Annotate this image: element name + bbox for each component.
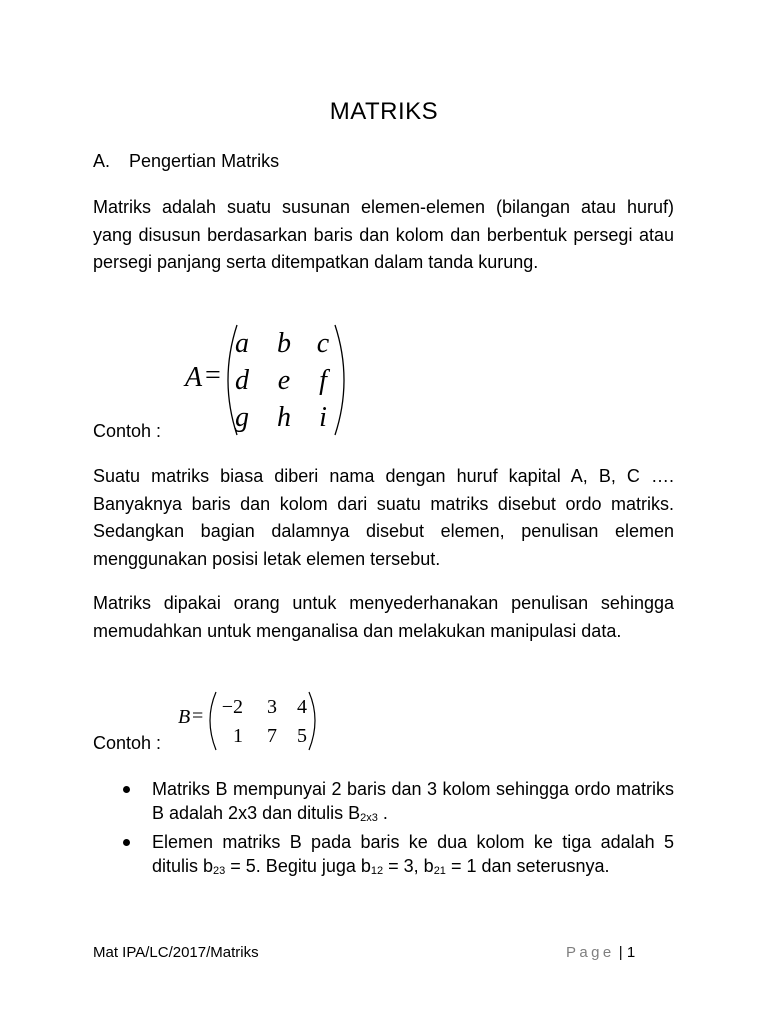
- matrix-a-cell: e: [277, 365, 291, 396]
- matrix-b-name: B: [178, 706, 191, 728]
- section-label: Pengertian Matriks: [129, 151, 280, 171]
- subscript: 12: [370, 865, 384, 877]
- subscript: 2x3: [360, 812, 378, 824]
- section-heading: [93, 151, 279, 172]
- paragraph-usage: Matriks dipakai orang untuk menyederhanakan penulisan sehingga memudahkan untuk menganalisa dan melakukan manipulasi data.: [93, 593, 674, 641]
- matrix-a-cell: h: [277, 402, 291, 433]
- footer-document-path: Mat IPA/LC/2017/Matriks: [93, 944, 259, 961]
- matrix-a-name: A: [185, 362, 203, 393]
- bullet-text: .: [377, 803, 388, 823]
- matrix-b-cell: 1: [233, 725, 243, 747]
- matrix-b-cell: 4: [297, 696, 307, 718]
- matrix-b-cell: −2: [221, 696, 243, 718]
- footer-page-number: [566, 944, 635, 961]
- page-label: Page: [566, 944, 615, 961]
- bullet-text: = 5. Begitu juga b: [225, 856, 371, 876]
- subscript: 23: [213, 865, 226, 877]
- matrix-b-cell: 5: [297, 725, 307, 747]
- matrix-a-cell: f: [319, 365, 327, 396]
- matrix-a-cell: i: [319, 402, 327, 433]
- matrix-a: [185, 322, 345, 438]
- example-label-a: Contoh :: [93, 421, 162, 441]
- matrix-b-cell: 7: [267, 725, 277, 747]
- matrix-b-cell: 3: [267, 696, 277, 718]
- page-number: 1: [626, 944, 636, 961]
- list-item: [93, 830, 674, 878]
- page-title: MATRIKS: [329, 98, 439, 125]
- subscript: 21: [433, 865, 446, 877]
- bullet-text: Matriks B mempunyai 2 baris dan 3 kolom sehingga ordo matriks B adalah 2x3 dan ditulis B: [152, 779, 674, 823]
- matrix-b: [178, 690, 318, 754]
- matrix-a-cell: b: [277, 328, 291, 359]
- bullet-list: [93, 777, 674, 883]
- paragraph-definition: Matriks adalah suatu susunan elemen-elemen (bilangan atau huruf) yang disusun berdasarkan baris dan kolom dan berbentuk persegi atau persegi panjang serta ditempatkan dalam tanda kurung.: [93, 197, 674, 272]
- matrix-a-cell: c: [316, 328, 330, 359]
- bullet-text: = 3, b: [383, 856, 434, 876]
- example-label-b: Contoh :: [93, 733, 162, 753]
- matrix-b-equals: =: [192, 705, 204, 727]
- matrix-a-equals: =: [205, 360, 221, 391]
- page-separator: |: [614, 944, 627, 961]
- bullet-icon: [123, 839, 130, 846]
- matrix-a-cell: d: [235, 365, 249, 396]
- matrix-a-cell: a: [235, 328, 249, 359]
- bullet-text: = 1 dan seterusnya.: [445, 856, 610, 876]
- bullet-text: Elemen matriks B pada baris ke dua kolom ke tiga adalah 5 ditulis b: [152, 832, 674, 876]
- paragraph-naming: Suatu matriks biasa diberi nama dengan huruf kapital A, B, C …. Banyaknya baris dan kolom dari suatu matriks disebut ordo matriks. Sedangkan bagian dalamnya disebut elemen, penulisan elemen menggunakan posisi letak elemen tersebut.: [93, 466, 674, 569]
- section-number: A.: [93, 151, 111, 171]
- matrix-a-cell: g: [235, 402, 249, 433]
- list-item: [93, 777, 674, 825]
- bullet-icon: [123, 786, 130, 793]
